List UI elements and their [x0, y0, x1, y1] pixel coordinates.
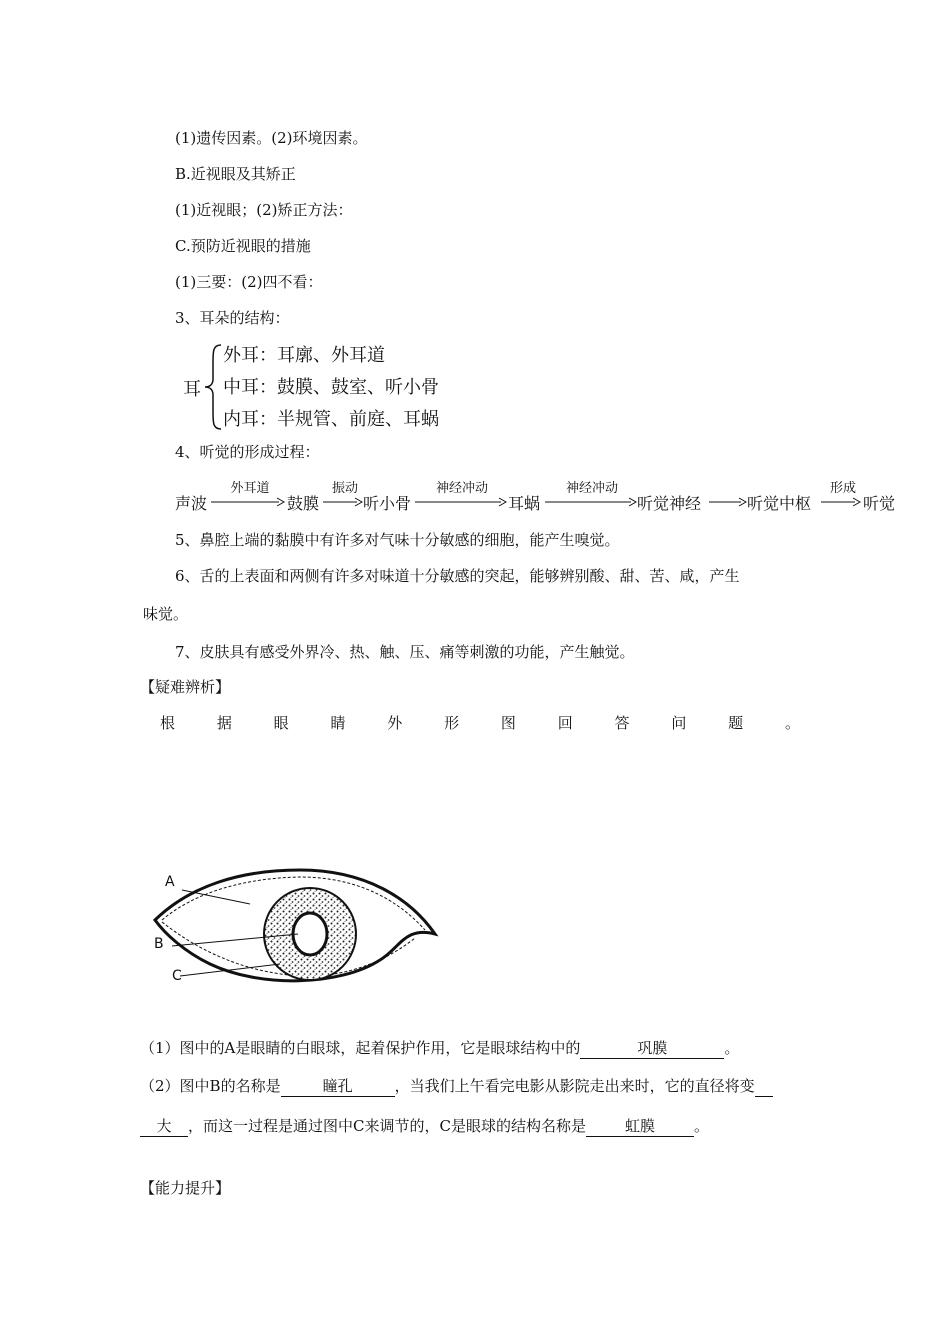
- ear-outer: 外耳：耳廓、外耳道: [223, 345, 385, 366]
- text-taste-1: 6、舌的上表面和两侧有许多对味道十分敏感的突起，能够辨别酸、甜、苦、咸，产生: [175, 567, 740, 585]
- flow-node-auditory-nerve: 听觉神经: [637, 494, 702, 513]
- ear-root-label: 耳: [183, 379, 201, 400]
- question-char: 回: [557, 714, 573, 732]
- text-myopia-heading: B.近视眼及其矫正: [175, 165, 296, 183]
- flow-label-nerve-impulse-1: 神经冲动: [435, 481, 488, 496]
- text-myopia-correction: (1)近视眼；(2)矫正方法：: [175, 201, 353, 219]
- ear-middle: 中耳：鼓膜、鼓室、听小骨: [223, 377, 439, 398]
- eye-label-c: C: [172, 968, 182, 984]
- arrow-icon: [323, 497, 363, 507]
- answer-sclera: 巩膜: [580, 1038, 724, 1059]
- flow-node-cochlea: 耳蜗: [508, 494, 541, 513]
- flow-label-formation: 形成: [829, 481, 856, 496]
- flow-node-hearing: 听觉: [863, 494, 896, 513]
- eye-diagram: [150, 868, 450, 998]
- text-touch: 7、皮肤具有感受外界冷、热、触、压、痛等刺激的功能，产生触觉。: [175, 643, 635, 661]
- brace-icon: [203, 343, 223, 431]
- question-char: 眼: [273, 714, 289, 732]
- question-char: 问: [671, 714, 687, 732]
- question-2-line-2: [140, 1116, 709, 1137]
- question-2-middle-2: ，而这一过程是通过图中C来调节的，C是眼球的结构名称是: [188, 1117, 586, 1135]
- question-char: 题: [728, 714, 744, 732]
- flow-label-ear-canal: 外耳道: [230, 481, 270, 496]
- flow-label-nerve-impulse-2: 神经冲动: [565, 481, 618, 496]
- text-ear-structure: 3、耳朵的结构：: [175, 309, 290, 327]
- flow-node-eardrum: 鼓膜: [287, 494, 320, 513]
- text-smell: 5、鼻腔上端的黏膜中有许多对气味十分敏感的细胞，能产生嗅觉。: [175, 531, 620, 549]
- section-title-difficult-analysis: 【疑难辨析】: [140, 678, 231, 696]
- question-char: 形: [444, 714, 460, 732]
- arrow-icon: [415, 497, 507, 507]
- text-genetic-environment: (1)遗传因素。(2)环境因素。: [175, 129, 368, 147]
- text-taste-2: 味觉。: [143, 605, 189, 623]
- question-prompt: [160, 713, 800, 733]
- flow-label-vibration: 振动: [331, 481, 358, 496]
- question-char: 睛: [330, 714, 346, 732]
- hearing-flow-diagram: [175, 475, 905, 515]
- flow-node-ossicles: 听小骨: [363, 494, 412, 513]
- text-three-four: (1)三要：(2)四不看：: [175, 273, 323, 291]
- question-1: [140, 1038, 739, 1059]
- question-char: 根: [160, 714, 176, 732]
- section-title-ability-improvement: 【能力提升】: [140, 1179, 231, 1197]
- ear-structure-diagram: [183, 341, 483, 433]
- arrow-icon: [211, 497, 285, 507]
- answer-larger: 大: [140, 1116, 188, 1137]
- arrow-icon: [709, 497, 747, 507]
- flow-node-auditory-center: 听觉中枢: [747, 494, 812, 513]
- eye-illustration: [150, 868, 450, 998]
- answer-iris: 虹膜: [586, 1116, 694, 1137]
- arrow-icon: [545, 497, 637, 507]
- question-2-end: 。: [693, 1117, 709, 1135]
- eye-label-a: A: [165, 874, 175, 890]
- flow-node-sound-wave: 声波: [175, 494, 208, 513]
- question-char: 答: [614, 714, 630, 732]
- question-char: 。: [784, 714, 800, 732]
- ear-inner: 内耳：半规管、前庭、耳蜗: [223, 409, 439, 430]
- arrow-icon: [821, 497, 861, 507]
- question-1-text: （1）图中的A是眼睛的白眼球，起着保护作用，它是眼球结构中的: [140, 1039, 581, 1057]
- eye-label-b: B: [154, 936, 164, 952]
- question-2-line-1: [140, 1076, 773, 1097]
- question-char: 据: [216, 714, 232, 732]
- text-prevention-heading: C.预防近视眼的措施: [175, 237, 311, 255]
- answer-pupil: 瞳孔: [281, 1076, 395, 1097]
- question-char: 图: [500, 714, 516, 732]
- blank-continuation: [755, 1076, 773, 1097]
- question-1-end: 。: [724, 1039, 740, 1057]
- question-2-middle: ，当我们上午看完电影从影院走出来时，它的直径将变: [394, 1077, 755, 1095]
- text-hearing-process: 4、听觉的形成过程：: [175, 443, 320, 461]
- question-2-text: （2）图中B的名称是: [140, 1077, 281, 1095]
- question-char: 外: [387, 714, 403, 732]
